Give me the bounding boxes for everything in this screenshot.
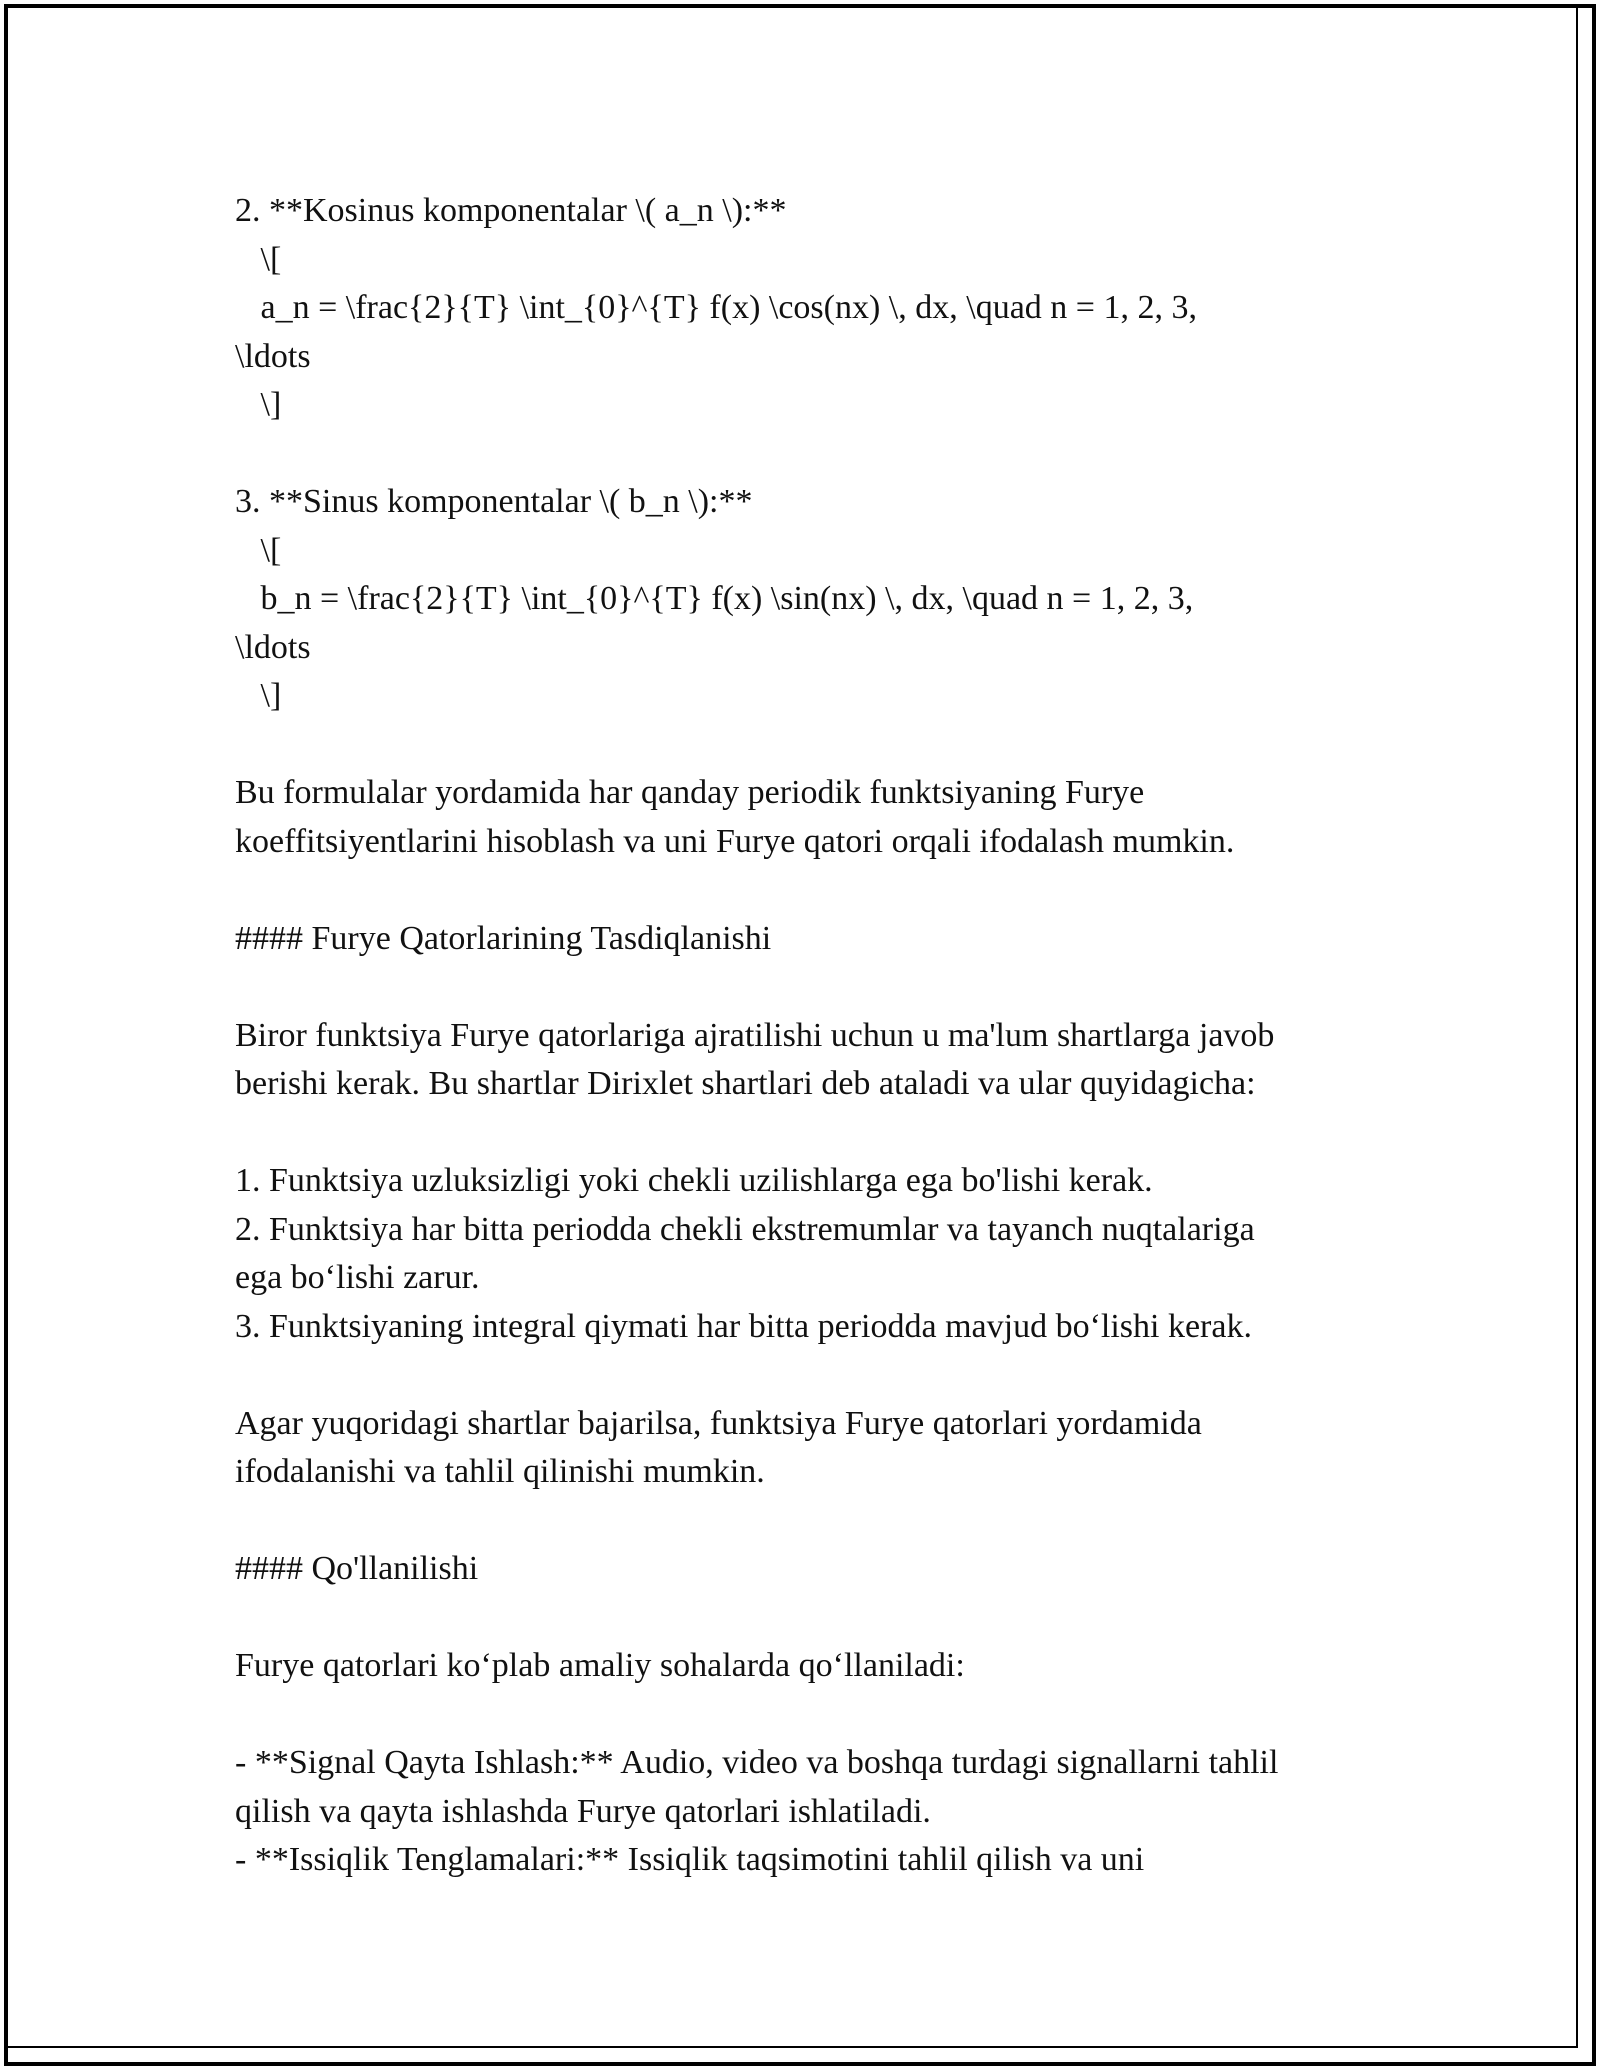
text-line: - **Issiqlik Tenglamalari:** Issiqlik taqsimotini tahlil qilish va uni — [235, 1841, 1145, 1878]
blank-line — [235, 1594, 1395, 1643]
blank-line — [235, 866, 1395, 915]
text-line: \] — [235, 677, 282, 714]
text-line: \[ — [235, 531, 282, 569]
text-line: Agar yuqoridagi shartlar bajarilsa, funktsiya Furye qatorlari yordamida — [235, 1404, 1202, 1442]
text-line: Furye qatorlari ko‘plab amaliy sohalarda qo‘llaniladi: — [235, 1647, 965, 1684]
text-line: 2. Funktsiya har bitta periodda chekli ekstremumlar va tayanch nuqtalariga — [235, 1210, 1255, 1248]
text-line: 3. Funktsiyaning integral qiymati har bitta periodda mavjud bo‘lishi kerak. — [235, 1307, 1252, 1345]
blank-line — [235, 1497, 1395, 1546]
text-line: b_n = \frac{2}{T} \int_{0}^{T} f(x) \sin(nx) \, dx, \quad n = 1, 2, 3, — [235, 580, 1194, 617]
text-line: qilish va qayta ishlashda Furye qatorlari ishlatiladi. — [235, 1792, 931, 1830]
text-line: 1. Funktsiya uzluksizligi yoki chekli uzilishlarga ega bo'lishi kerak. — [235, 1162, 1153, 1199]
text-line: - **Signal Qayta Ishlash:** Audio, video va boshqa turdagi signallarni tahlil — [235, 1744, 1279, 1781]
blank-line — [235, 430, 1395, 479]
text-line: ifodalanishi va tahlil qilinishi mumkin. — [235, 1453, 765, 1490]
text-line: 2. **Kosinus komponentalar \( a_n \):** — [235, 192, 787, 229]
document-body — [235, 187, 1395, 1885]
text-line: \] — [235, 386, 282, 423]
text-line: Biror funktsiya Furye qatorlariga ajratilishi uchun u ma'lum shartlarga javob — [235, 1016, 1275, 1054]
blank-line — [235, 721, 1395, 770]
text-line: a_n = \frac{2}{T} \int_{0}^{T} f(x) \cos(nx) \, dx, \quad n = 1, 2, 3, — [235, 289, 1197, 326]
text-line: #### Qo'llanilishi — [235, 1550, 479, 1587]
text-line: 3. **Sinus komponentalar \( b_n \):** — [235, 483, 753, 520]
blank-line — [235, 1351, 1395, 1400]
text-line: \[ — [235, 240, 282, 278]
blank-line — [235, 1691, 1395, 1740]
text-line: ega bo‘lishi zarur. — [235, 1259, 480, 1296]
text-line: koeffitsiyentlarini hisoblash va uni Furye qatori orqali ifodalash mumkin. — [235, 822, 1235, 860]
text-line: \ldots — [235, 337, 311, 375]
text-line: berishi kerak. Bu shartlar Dirixlet shartlari deb ataladi va ular quyidagicha: — [235, 1065, 1256, 1102]
text-line: #### Furye Qatorlarining Tasdiqlanishi — [235, 919, 772, 957]
blank-line — [235, 1109, 1395, 1158]
text-line: Bu formulalar yordamida har qanday periodik funktsiyaning Furye — [235, 774, 1145, 811]
text-line: \ldots — [235, 628, 311, 666]
blank-line — [235, 963, 1395, 1012]
